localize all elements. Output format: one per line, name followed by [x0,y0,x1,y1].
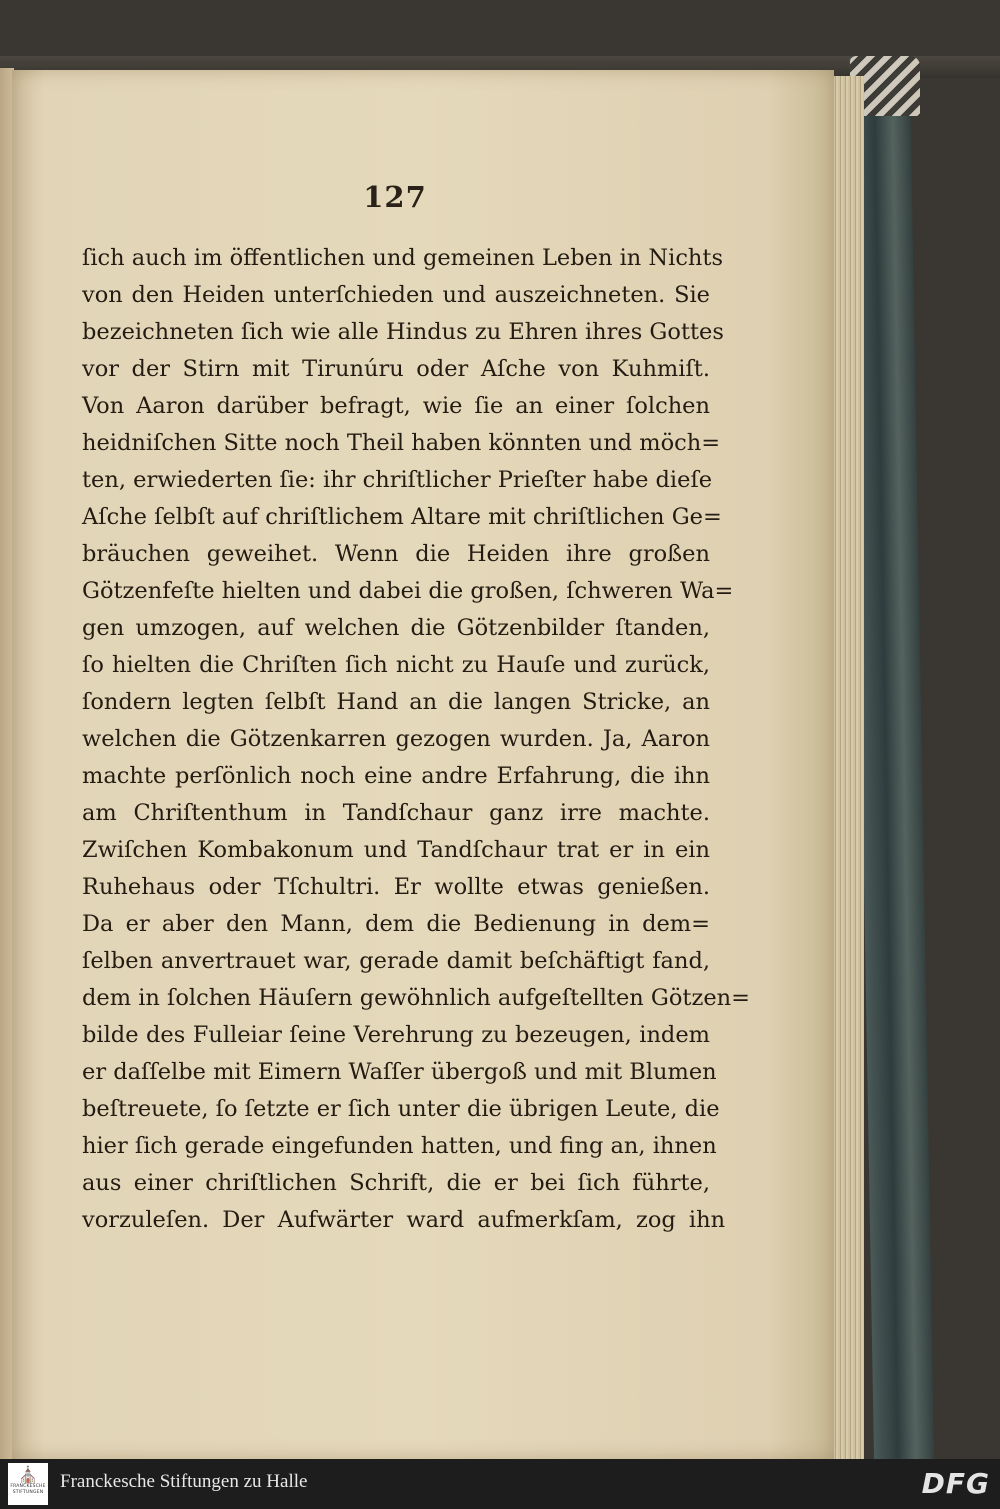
text-line: Aſche ſelbſt auf chriſtlichem Altare mit chriſtlichen Ge= [82,504,722,530]
institution-name: Franckesche Stiftungen zu Halle [60,1471,308,1492]
text-line: ſondern legten ſelbſt Hand an die langen Stricke, an [82,689,710,715]
footer-bar [0,1459,1000,1509]
text-line: dem in ſolchen Häuſern gewöhnlich aufgeſtellten Götzen= [82,985,750,1011]
text-line: Von Aaron darüber befragt, wie ſie an einer ſolchen [82,393,710,419]
text-line: ſo hielten die Chriſten ſich nicht zu Hauſe und zurück, [82,652,710,678]
text-line: ſich auch im öffentlichen und gemeinen Leben in Nichts [82,245,723,271]
logo-text: FRANCKESCHE STIFTUNGEN [10,1484,46,1495]
text-line: gen umzogen, auf welchen die Götzenbilder ſtanden, [82,615,710,641]
text-line: ten, erwiederten ſie: ihr chriſtlicher Prieſter habe dieſe [82,467,713,493]
text-line: machte perſönlich noch eine andre Erfahrung, die ihn [82,763,710,789]
text-line: bräuchen geweihet. Wenn die Heiden ihre großen [82,541,710,567]
funder-logo[interactable]: DFG [921,1467,990,1500]
text-line: hier ſich gerade eingefunden hatten, und fing an, ihnen [82,1133,717,1159]
text-line: welchen die Götzenkarren gezogen wurden. Ja, Aaron [82,726,710,752]
text-line: bilde des Fulleiar ſeine Verehrung zu bezeugen, indem [82,1022,710,1048]
institution-logo[interactable] [8,1463,48,1505]
body-text [82,240,750,1239]
text-line: aus einer chriſtlichen Schrift, die er bei ſich führte, [82,1170,710,1196]
building-logo-icon: ⛪ [18,1465,38,1484]
text-line: er daſſelbe mit Eimern Waſſer übergoß und mit Blumen [82,1059,717,1085]
text-line: von den Heiden unterſchieden und auszeichneten. Sie [82,282,710,308]
text-line: vorzuleſen. Der Aufwärter ward aufmerkſam, zog ihn [82,1207,726,1233]
text-line: bezeichneten ſich wie alle Hindus zu Ehren ihres Gottes [82,319,724,345]
text-line: Zwiſchen Kombakonum und Tandſchaur trat er in ein [82,837,710,863]
text-line: Ruhehaus oder Tſchultri. Er wollte etwas genießen. [82,874,710,900]
page-number: 127 [363,180,427,214]
text-line: Da er aber den Mann, dem die Bedienung in dem= [82,911,710,937]
text-line: am Chriſtenthum in Tandſchaur ganz irre machte. [82,800,710,826]
text-line: heidniſchen Sitte noch Theil haben könnten und möch= [82,430,721,456]
text-line: beſtreuete, ſo ſetzte er ſich unter die übrigen Leute, die [82,1096,720,1122]
text-line: ſelben anvertrauet war, gerade damit beſchäftigt fand, [82,948,710,974]
text-line: Götzenfeſte hielten und dabei die großen, ſchweren Wa= [82,578,734,604]
text-line: vor der Stirn mit Tirunúru oder Aſche von Kuhmiſt. [82,356,710,382]
